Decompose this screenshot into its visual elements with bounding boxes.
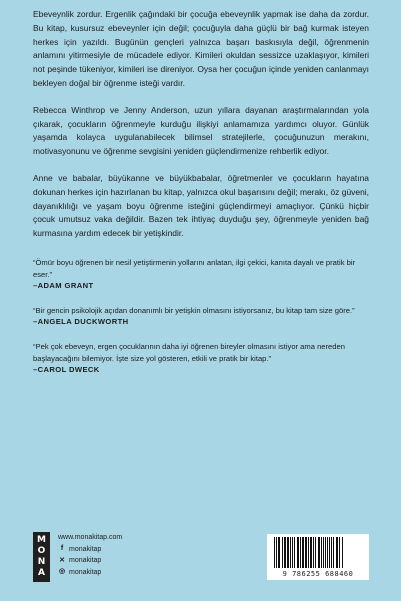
endorsement <box>33 341 369 376</box>
barcode-bar <box>329 537 330 568</box>
facebook-handle: monakitap <box>69 545 102 553</box>
barcode-bars <box>273 537 363 568</box>
barcode-bar <box>300 537 301 568</box>
endorsement <box>33 305 369 328</box>
barcode-bar <box>321 537 322 568</box>
barcode-bar <box>325 537 326 568</box>
barcode-bar <box>315 537 316 568</box>
barcode-bar <box>333 537 334 568</box>
barcode-bar <box>276 537 277 568</box>
barcode-bar <box>292 537 293 568</box>
paragraph-3: Anne ve babalar, büyükanne ve büyükbabalar, öğretmenler ve çocukların hayatına dokunan herkes için hazırlanan bu kitap, yalnızca okul başarısını değil; merakı, öz güveni, dayanıklılığı ve yaşam boyu öğrenme isteğini güçlendirmeyi amaçlıyor. Çünkü hiçbir çocuk umutsuz vaka değildir. Bazen tek ihtiyaç duyduğu şey, öğrenmeyle yeniden bağ kurmasına yardım edecek bir yetişkindir. <box>33 172 369 239</box>
barcode-bar <box>342 537 343 568</box>
x-handle: monakitap <box>69 557 102 564</box>
barcode-bar <box>302 537 304 568</box>
publisher-links <box>58 532 122 578</box>
footer <box>33 532 369 582</box>
instagram-link[interactable] <box>58 567 122 579</box>
barcode-bar <box>287 537 289 568</box>
publisher-logo <box>33 532 50 582</box>
paragraph-1: Ebeveynlik zordur. Ergenlik çağındaki bir çocuğa ebeveynlik yapmak ise daha da zordur. Bu kitap, kusursuz ebeveynler için değil; çocuğuyla daha güçlü bir bağ kurmak isteyen herkes için yazıldı. Bugünün gençleri yalnızca başarı baskısıyla değil, öğrenmenin anlamını yitirmesiyle de mücadele ediyor. Kimileri okuldan sessizce uzaklaşıyor, kimileri not peşinde tükeniyor, kimileri ise direniyor. Oysa her çocuğun içinde yeniden canlanmayı bekleyen doğal bir öğrenme isteği vardır. <box>33 9 369 88</box>
website-text: www.monakitap.com <box>58 534 123 541</box>
content-block <box>33 8 369 389</box>
barcode-bar <box>294 537 295 568</box>
logo-letter: N <box>37 557 46 567</box>
barcode-bar <box>305 537 307 568</box>
facebook-icon: f <box>60 545 64 553</box>
barcode-bar <box>290 537 291 568</box>
barcode-bar <box>278 537 280 568</box>
endorsement-author: –CAROL DWECK <box>33 365 100 375</box>
barcode-bar <box>336 537 338 568</box>
endorsement-text: “Ömür boyu öğrenen bir nesil yetiştirmenin yollarını anlatan, ilgi çekici, kanıta dayalı ve pratik bir eser.” <box>33 257 356 279</box>
logo-letter: O <box>37 546 46 556</box>
barcode-bar <box>327 537 328 568</box>
barcode-bar <box>310 537 312 568</box>
endorsement-text: “Bir gencin psikolojik açıdan donanımlı bir yetişkin olmasını istiyorsanız, bu kitap tam size göre.” <box>33 305 355 315</box>
x-link[interactable] <box>58 555 122 567</box>
barcode-bar <box>284 537 286 568</box>
endorsement <box>33 257 369 292</box>
facebook-link[interactable] <box>58 544 122 556</box>
paragraph-2: Rebecca Winthrop ve Jenny Anderson, uzun yıllara dayanan araştırmalarından yola çıkarak, çocukların öğrenmeyle kurduğu ilişkiyi anlamamıza yardımcı oluyor. Günlük yaşamda kolayca uygulanabilecek bilimsel stratejilerle, çocuğunuzun merakını, motivasyonunu ve öğrenme sevgisini yeniden güçlendirmenize rehberlik ediyor. <box>33 104 369 157</box>
endorsement-author: –ADAM GRANT <box>33 281 94 291</box>
isbn-barcode <box>267 534 369 580</box>
x-icon: ✕ <box>59 556 65 564</box>
barcode-bar <box>313 537 314 568</box>
barcode-bar <box>308 537 309 568</box>
endorsement-author: –ANGELA DUCKWORTH <box>33 317 129 327</box>
endorsement-text: “Pek çok ebeveyn, ergen çocuklarının daha iyi öğrenen bireyler olmasını istiyor ama nereden başlayacağını bilemiyor. İşte size yol gösteren, etkili ve pratik bir kitap.” <box>33 341 345 363</box>
website-link[interactable] <box>58 532 122 544</box>
barcode-bar <box>297 537 299 568</box>
barcode-bar <box>323 537 324 568</box>
instagram-handle: monakitap <box>69 568 102 576</box>
instagram-icon: ◎ <box>58 568 66 576</box>
logo-letter: A <box>38 568 45 578</box>
barcode-bar <box>331 537 332 568</box>
endorsements <box>33 257 369 376</box>
logo-letter: M <box>37 535 46 545</box>
barcode-bar <box>339 537 340 568</box>
barcode-bar <box>318 537 320 568</box>
barcode-bar <box>274 537 275 568</box>
barcode-bar <box>282 537 283 568</box>
isbn-number: 9 786255 688460 <box>282 570 354 578</box>
